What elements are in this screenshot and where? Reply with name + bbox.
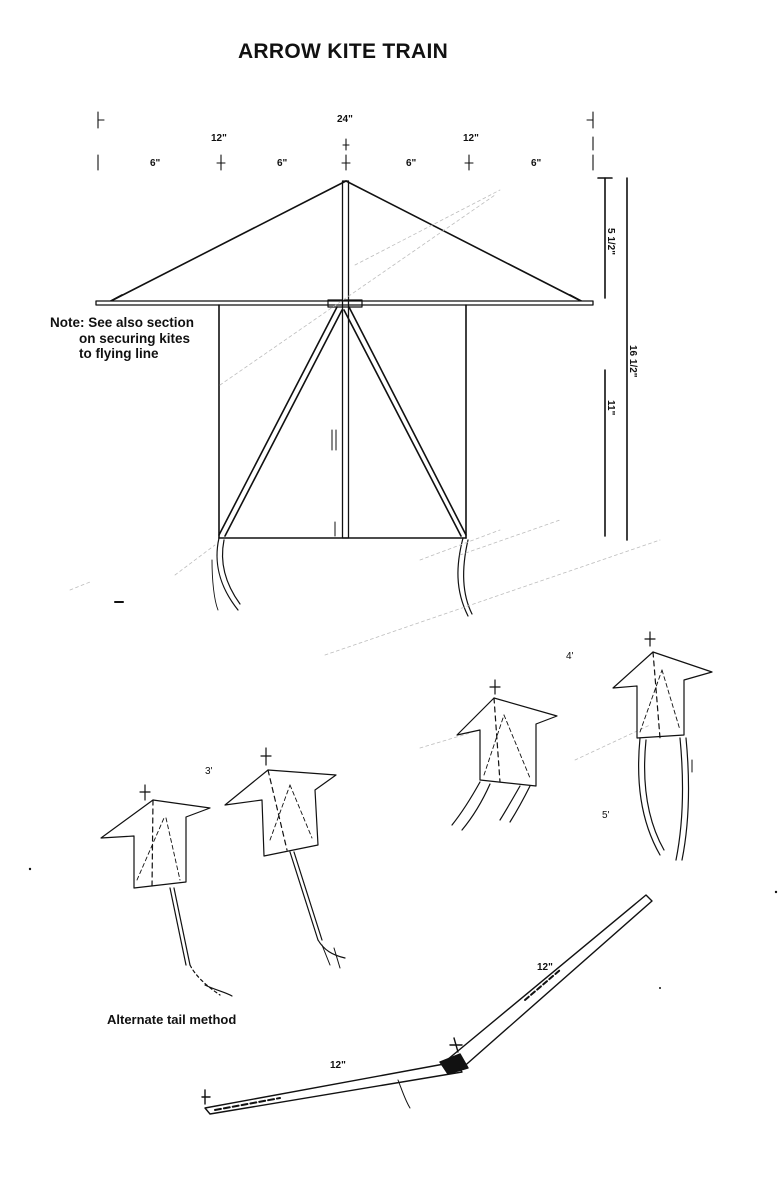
note-text — [50, 315, 194, 362]
dim-quarter-2: 6" — [277, 158, 288, 169]
dim-quarter-3: 6" — [406, 158, 417, 169]
main-kite — [96, 181, 593, 616]
page-title: ARROW KITE TRAIN — [237, 40, 449, 63]
spar-label-left: 12" — [330, 1060, 346, 1071]
train-kite-4 — [613, 632, 712, 860]
label-5ft: 5' — [602, 810, 610, 821]
train-kite-3 — [452, 680, 557, 830]
caption-alternate-tail: Alternate tail method — [107, 1012, 237, 1027]
dim-quarter-1: 6" — [150, 158, 161, 169]
dim-half-right: 12" — [463, 133, 479, 144]
dim-quarter-4: 6" — [531, 158, 542, 169]
note-line-1: Note: See also section — [50, 315, 195, 330]
note-line-3: to flying line — [79, 346, 159, 361]
label-4ft: 4' — [566, 651, 574, 662]
bent-spar — [202, 895, 652, 1114]
dim-body-height: 11" — [605, 400, 616, 416]
dim-half-left: 12" — [211, 133, 227, 144]
specks — [29, 868, 777, 989]
dim-total-height: 16 1/2" — [627, 345, 638, 378]
train-kite-2 — [225, 748, 345, 968]
note-line-2: on securing kites — [79, 330, 191, 346]
dim-head-height: 5 1/2" — [605, 228, 616, 255]
dim-total-width: 24" — [337, 114, 353, 125]
spar-label-right: 12" — [537, 962, 553, 973]
label-3ft: 3' — [205, 766, 213, 777]
faint-lines — [70, 190, 660, 760]
train-kite-1 — [101, 785, 232, 996]
